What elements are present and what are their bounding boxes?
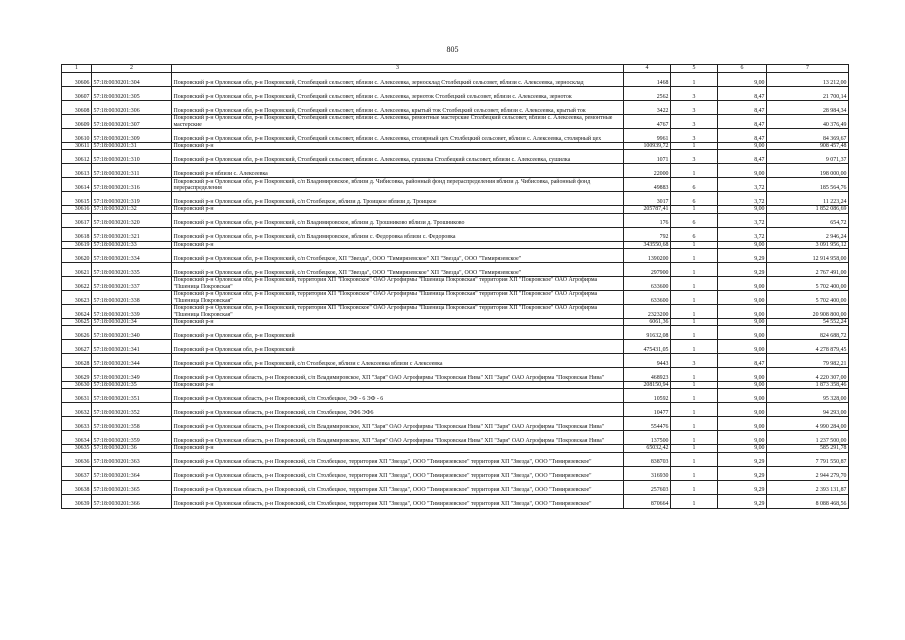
row-number-cell: 30607	[62, 87, 92, 101]
category-cell: 1	[671, 445, 718, 452]
column-header-5: 5	[671, 65, 718, 73]
table-row	[62, 73, 849, 87]
row-number-cell: 30610	[62, 129, 92, 143]
area-cell: 792	[624, 227, 671, 241]
table-row	[62, 129, 849, 143]
value-cell: 4 278 879,45	[767, 340, 849, 354]
category-cell: 6	[671, 192, 718, 206]
address-cell: Покровский р-н Орловская область, р-н Покровский, с/п Владимировское, ХП "Заря" ОАО Агрофирмы "Покровская Нива" ХП "Заря" ОАО Агрофирма "Покровская Нива"	[172, 431, 624, 445]
area-cell: 343550,68	[624, 241, 671, 248]
rate-cell: 8,47	[718, 87, 767, 101]
area-cell: 1468	[624, 73, 671, 87]
cadastral-number-cell: 57:18:0030201:306	[92, 101, 172, 115]
value-cell: 5 702 400,00	[767, 290, 849, 304]
value-cell: 654,72	[767, 213, 849, 227]
address-cell: Покровский р-н Орловская область, р-н Покровский, с/п Столбецкое, территория ХП "Звезда", ООО "Тимирязевское" территория ХП "Звезда", ООО "Тимирязевское"	[172, 466, 624, 480]
value-cell: 908 457,48	[767, 143, 849, 150]
cadastral-number-cell: 57:18:0030201:36	[92, 445, 172, 452]
table-row	[62, 431, 849, 445]
cadastral-number-cell: 57:18:0030201:31	[92, 143, 172, 150]
value-cell: 2 944 279,70	[767, 466, 849, 480]
rate-cell: 9,00	[718, 431, 767, 445]
row-number-cell: 30621	[62, 262, 92, 276]
row-number-cell: 30639	[62, 494, 92, 508]
table-row	[62, 368, 849, 382]
address-cell: Покровский р-н	[172, 382, 624, 389]
cadastral-number-cell: 57:18:0030201:32	[92, 206, 172, 213]
cadastral-number-cell: 57:18:0030201:344	[92, 354, 172, 368]
value-cell: 9 071,37	[767, 150, 849, 164]
row-number-cell: 30635	[62, 445, 92, 452]
value-cell: 4 990 284,00	[767, 417, 849, 431]
address-cell: Покровский р-н Орловская обл, р-н Покровский, Столбецкий сельсовет, вблизи с. Алексеевка, ремонтные мастерские Столбецкий сельсовет, вблизи с. Алексеевка, ремонтные мастерские	[172, 115, 624, 129]
address-cell: Покровский р-н Орловская обл, р-н Покровский, территория ХП "Покровское" ОАО Агрофирмы "Пшеница Покровская" территория ХП "Покровское" ОАО Агрофирма "Пшеница Покровская"	[172, 290, 624, 304]
table-row	[62, 318, 849, 325]
table-row	[62, 206, 849, 213]
value-cell: 21 700,14	[767, 87, 849, 101]
value-cell: 8 088 468,56	[767, 494, 849, 508]
address-cell: Покровский р-н Орловская обл, р-н Покровский	[172, 326, 624, 340]
area-cell: 633600	[624, 290, 671, 304]
rate-cell: 9,29	[718, 480, 767, 494]
category-cell: 1	[671, 452, 718, 466]
cadastral-number-cell: 57:18:0030201:349	[92, 368, 172, 382]
area-cell: 316930	[624, 466, 671, 480]
rate-cell: 9,00	[718, 326, 767, 340]
value-cell: 54 552,24	[767, 318, 849, 325]
table-row	[62, 445, 849, 452]
rate-cell: 9,00	[718, 445, 767, 452]
table-row	[62, 452, 849, 466]
table-row	[62, 248, 849, 262]
category-cell: 6	[671, 227, 718, 241]
rate-cell: 9,00	[718, 340, 767, 354]
cadastral-number-cell: 57:18:0030201:338	[92, 290, 172, 304]
cadastral-number-cell: 57:18:0030201:34	[92, 318, 172, 325]
cadastral-number-cell: 57:18:0030201:341	[92, 340, 172, 354]
rate-cell: 9,00	[718, 368, 767, 382]
area-cell: 10592	[624, 389, 671, 403]
cadastral-number-cell: 57:18:0030201:366	[92, 494, 172, 508]
row-number-cell: 30623	[62, 290, 92, 304]
value-cell: 40 376,49	[767, 115, 849, 129]
register-body	[62, 73, 849, 509]
value-cell: 4 220 307,00	[767, 368, 849, 382]
row-number-cell: 30618	[62, 227, 92, 241]
cadastral-number-cell: 57:18:0030201:335	[92, 262, 172, 276]
category-cell: 1	[671, 326, 718, 340]
rate-cell: 3,72	[718, 192, 767, 206]
row-number-cell: 30620	[62, 248, 92, 262]
row-number-cell: 30619	[62, 241, 92, 248]
cadastral-number-cell: 57:18:0030201:334	[92, 248, 172, 262]
area-cell: 100939,72	[624, 143, 671, 150]
cadastral-number-cell: 57:18:0030201:337	[92, 276, 172, 290]
row-number-cell: 30616	[62, 206, 92, 213]
cadastral-number-cell: 57:18:0030201:358	[92, 417, 172, 431]
row-number-cell: 30622	[62, 276, 92, 290]
table-row	[62, 87, 849, 101]
rate-cell: 9,00	[718, 143, 767, 150]
address-cell: Покровский р-н	[172, 206, 624, 213]
category-cell: 1	[671, 318, 718, 325]
rate-cell: 8,47	[718, 354, 767, 368]
rate-cell: 9,00	[718, 318, 767, 325]
value-cell: 824 688,72	[767, 326, 849, 340]
category-cell: 1	[671, 494, 718, 508]
cadastral-number-cell: 57:18:0030201:307	[92, 115, 172, 129]
category-cell: 3	[671, 101, 718, 115]
address-cell: Покровский р-н Орловская обл, р-н Покровский, Столбецкий сельсовет, вблизи с. Алексеевка, сушилка Столбецкий сельсовет, вблизи с. Алексеевка, сушилка	[172, 150, 624, 164]
page-number: 805	[446, 45, 459, 54]
cadastral-number-cell: 57:18:0030201:310	[92, 150, 172, 164]
area-cell: 9961	[624, 129, 671, 143]
cadastral-number-cell: 57:18:0030201:352	[92, 403, 172, 417]
address-cell: Покровский р-н Орловская обл, р-н Покровский	[172, 340, 624, 354]
category-cell: 3	[671, 115, 718, 129]
category-cell: 6	[671, 178, 718, 192]
row-number-cell: 30611	[62, 143, 92, 150]
row-number-cell: 30638	[62, 480, 92, 494]
table-row	[62, 150, 849, 164]
rate-cell: 9,00	[718, 206, 767, 213]
register-table	[61, 64, 849, 509]
rate-cell: 8,47	[718, 129, 767, 143]
row-number-cell: 30615	[62, 192, 92, 206]
column-header-3: 3	[172, 65, 624, 73]
row-number-cell: 30617	[62, 213, 92, 227]
address-cell: Покровский р-н	[172, 318, 624, 325]
address-cell: Покровский р-н Орловская область, р-н Покровский, с/п Столбецкое, территория ХП "Звезда", ООО "Тимирязевское" территория ХП "Звезда", ООО "Тимирязевское"	[172, 494, 624, 508]
address-cell: Покровский р-н Орловская область, р-н Покровский, с/п Владимировское, ХП "Заря" ОАО Агрофирмы "Покровская Нива" ХП "Заря" ОАО Агрофирма "Покровская Нива"	[172, 417, 624, 431]
area-cell: 257603	[624, 480, 671, 494]
table-row	[62, 241, 849, 248]
cadastral-number-cell: 57:18:0030201:304	[92, 73, 172, 87]
address-cell: Покровский р-н Орловская обл, р-н Покровский, Столбецкий сельсовет, вблизи с. Алексеевка, зерносклад Столбецкий сельсовет, вблизи с. Алексеевка, зерносклад	[172, 73, 624, 87]
value-cell: 2 767 491,00	[767, 262, 849, 276]
cadastral-number-cell: 57:18:0030201:351	[92, 389, 172, 403]
column-header-7: 7	[767, 65, 849, 73]
category-cell: 1	[671, 389, 718, 403]
address-cell: Покровский р-н Орловская обл, р-н Покровский, Столбецкий сельсовет, вблизи с. Алексеевка, зерноток Столбецкий сельсовет, вблизи с. Алексеевка, зерноток	[172, 87, 624, 101]
area-cell: 205787,41	[624, 206, 671, 213]
address-cell: Покровский р-н Орловская обл, р-н Покровский, с/п Столбецкое, ХП "Звезда", ООО "Тимирязевское" ХП "Звезда", ООО "Тимирязевское"	[172, 248, 624, 262]
value-cell: 585 291,78	[767, 445, 849, 452]
area-cell: 91632,08	[624, 326, 671, 340]
area-cell: 2562	[624, 87, 671, 101]
value-cell: 1 237 500,00	[767, 431, 849, 445]
cadastral-number-cell: 57:18:0030201:305	[92, 87, 172, 101]
area-cell: 633600	[624, 276, 671, 290]
area-cell: 49883	[624, 178, 671, 192]
value-cell: 198 000,00	[767, 164, 849, 178]
rate-cell: 3,72	[718, 178, 767, 192]
area-cell: 3422	[624, 101, 671, 115]
area-cell: 65032,42	[624, 445, 671, 452]
category-cell: 3	[671, 129, 718, 143]
value-cell: 1 873 358,46	[767, 382, 849, 389]
rate-cell: 9,00	[718, 389, 767, 403]
category-cell: 1	[671, 304, 718, 318]
rate-cell: 8,47	[718, 101, 767, 115]
row-number-cell: 30630	[62, 382, 92, 389]
category-cell: 1	[671, 164, 718, 178]
cadastral-number-cell: 57:18:0030201:363	[92, 452, 172, 466]
table-row	[62, 213, 849, 227]
category-cell: 1	[671, 248, 718, 262]
table-row	[62, 304, 849, 318]
rate-cell: 9,29	[718, 452, 767, 466]
area-cell: 176	[624, 213, 671, 227]
category-cell: 3	[671, 87, 718, 101]
area-cell: 10477	[624, 403, 671, 417]
area-cell: 468923	[624, 368, 671, 382]
rate-cell: 9,00	[718, 164, 767, 178]
cadastral-number-cell: 57:18:0030201:316	[92, 178, 172, 192]
header-row	[62, 65, 849, 73]
row-number-cell: 30627	[62, 340, 92, 354]
rate-cell: 9,00	[718, 276, 767, 290]
category-cell: 3	[671, 150, 718, 164]
category-cell: 1	[671, 262, 718, 276]
value-cell: 1 852 086,69	[767, 206, 849, 213]
table-row	[62, 164, 849, 178]
cadastral-number-cell: 57:18:0030201:309	[92, 129, 172, 143]
address-cell: Покровский р-н Орловская область, р-н Покровский, с/п Столбецкое, ЭФ - 6 ЭФ - 6	[172, 389, 624, 403]
area-cell: 6061,36	[624, 318, 671, 325]
value-cell: 11 223,24	[767, 192, 849, 206]
rate-cell: 9,29	[718, 248, 767, 262]
address-cell: Покровский р-н Орловская обл, р-н Покровский, с/п Столбецкое, ХП "Звезда", ООО "Тимирязевское" ХП "Звезда", ООО "Тимирязевское"	[172, 262, 624, 276]
row-number-cell: 30613	[62, 164, 92, 178]
area-cell: 208150,94	[624, 382, 671, 389]
table-row	[62, 290, 849, 304]
column-header-4: 4	[624, 65, 671, 73]
address-cell: Покровский р-н Орловская область, р-н Покровский, с/п Столбецкое, ЭФ6 ЭФ6	[172, 403, 624, 417]
cadastral-number-cell: 57:18:0030201:321	[92, 227, 172, 241]
table-row	[62, 101, 849, 115]
table-row	[62, 262, 849, 276]
row-number-cell: 30614	[62, 178, 92, 192]
address-cell: Покровский р-н Орловская обл, р-н Покровский, с/п Владимировское, вблизи д. Трошниково вблизи д. Трошниково	[172, 213, 624, 227]
value-cell: 3 091 956,12	[767, 241, 849, 248]
table-row	[62, 143, 849, 150]
value-cell: 2 393 131,87	[767, 480, 849, 494]
cadastral-number-cell: 57:18:0030201:340	[92, 326, 172, 340]
row-number-cell: 30626	[62, 326, 92, 340]
cadastral-number-cell: 57:18:0030201:35	[92, 382, 172, 389]
category-cell: 1	[671, 431, 718, 445]
category-cell: 1	[671, 340, 718, 354]
area-cell: 9443	[624, 354, 671, 368]
category-cell: 1	[671, 466, 718, 480]
area-cell: 2323200	[624, 304, 671, 318]
category-cell: 3	[671, 354, 718, 368]
address-cell: Покровский р-н Орловская обл, р-н Покровский, территория ХП "Покровское" ОАО Агрофирмы "Пшеница Покровская" территория ХП "Покровское" ОАО Агрофирма "Пшеница Покровская"	[172, 276, 624, 290]
rate-cell: 9,00	[718, 73, 767, 87]
table-row	[62, 403, 849, 417]
category-cell: 1	[671, 480, 718, 494]
row-number-cell: 30634	[62, 431, 92, 445]
row-number-cell: 30625	[62, 318, 92, 325]
value-cell: 13 212,00	[767, 73, 849, 87]
category-cell: 1	[671, 368, 718, 382]
rate-cell: 9,29	[718, 466, 767, 480]
area-cell: 1071	[624, 150, 671, 164]
row-number-cell: 30632	[62, 403, 92, 417]
table-row	[62, 115, 849, 129]
row-number-cell: 30624	[62, 304, 92, 318]
row-number-cell: 30637	[62, 466, 92, 480]
value-cell: 5 702 400,00	[767, 276, 849, 290]
category-cell: 1	[671, 206, 718, 213]
category-cell: 6	[671, 213, 718, 227]
address-cell: Покровский р-н Орловская обл, р-н Покровский, с/п Столбецкое, вблизи с Алексеевка вблизи с Алексеевка	[172, 354, 624, 368]
address-cell: Покровский р-н Орловская область, р-н Покровский, с/п Столбецкое, территория ХП "Звезда", ООО "Тимирязевское" территория ХП "Звезда", ООО "Тимирязевское"	[172, 480, 624, 494]
table-row	[62, 227, 849, 241]
rate-cell: 9,29	[718, 494, 767, 508]
table-row	[62, 326, 849, 340]
table-row	[62, 389, 849, 403]
value-cell: 94 293,00	[767, 403, 849, 417]
rate-cell: 9,00	[718, 382, 767, 389]
value-cell: 79 982,21	[767, 354, 849, 368]
address-cell: Покровский р-н	[172, 445, 624, 452]
table-row	[62, 276, 849, 290]
address-cell: Покровский р-н Орловская обл, р-н Покровский, Столбецкий сельсовет, вблизи с. Алексеевка, крытый ток Столбецкий сельсовет, вблизи с. Алексеевка, крытый ток	[172, 101, 624, 115]
row-number-cell: 30628	[62, 354, 92, 368]
value-cell: 20 908 800,00	[767, 304, 849, 318]
category-cell: 1	[671, 382, 718, 389]
row-number-cell: 30633	[62, 417, 92, 431]
value-cell: 28 984,34	[767, 101, 849, 115]
cadastral-number-cell: 57:18:0030201:364	[92, 466, 172, 480]
table-row	[62, 494, 849, 508]
table-row	[62, 354, 849, 368]
row-number-cell: 30612	[62, 150, 92, 164]
address-cell: Покровский р-н Орловская область, р-н Покровский, с/п Столбецкое, территория ХП "Звезда", ООО "Тимирязевское" территория ХП "Звезда", ООО "Тимирязевское"	[172, 452, 624, 466]
category-cell: 1	[671, 73, 718, 87]
address-cell: Покровский р-н	[172, 143, 624, 150]
value-cell: 12 914 958,00	[767, 248, 849, 262]
category-cell: 1	[671, 417, 718, 431]
address-cell: Покровский р-н	[172, 241, 624, 248]
column-header-6: 6	[718, 65, 767, 73]
row-number-cell: 30636	[62, 452, 92, 466]
cadastral-number-cell: 57:18:0030201:359	[92, 431, 172, 445]
row-number-cell: 30629	[62, 368, 92, 382]
area-cell: 297900	[624, 262, 671, 276]
address-cell: Покровский р-н Орловская обл, р-н Покровский, с/п Владимировское, вблизи д. Чибисовка, районный фонд перераспределения вблизи д. Чибисовка, районный фонд перераспределения	[172, 178, 624, 192]
address-cell: Покровский р-н Орловская обл, р-н Покровский, с/п Владимировское, вблизи с. Федоровка вблизи с. Федоровка	[172, 227, 624, 241]
row-number-cell: 30609	[62, 115, 92, 129]
area-cell: 870664	[624, 494, 671, 508]
category-cell: 1	[671, 290, 718, 304]
area-cell: 1390200	[624, 248, 671, 262]
category-cell: 1	[671, 143, 718, 150]
cadastral-number-cell: 57:18:0030201:319	[92, 192, 172, 206]
row-number-cell: 30631	[62, 389, 92, 403]
table-row	[62, 466, 849, 480]
column-header-1: 1	[62, 65, 92, 73]
value-cell: 185 564,76	[767, 178, 849, 192]
cadastral-number-cell: 57:18:0030201:33	[92, 241, 172, 248]
table-row	[62, 178, 849, 192]
category-cell: 1	[671, 403, 718, 417]
column-header-2: 2	[92, 65, 172, 73]
rate-cell: 9,00	[718, 241, 767, 248]
address-cell: Покровский р-н Орловская обл, р-н Покровский, с/п Столбецкое, вблизи д. Троицкое вблизи д. Троицкое	[172, 192, 624, 206]
address-cell: Покровский р-н Орловская обл, р-н Покровский, территория ХП "Покровское" ОАО Агрофирмы "Пшеница Покровская" территория ХП "Покровское" ОАО Агрофирма "Пшеница Покровская"	[172, 304, 624, 318]
table-row	[62, 382, 849, 389]
area-cell: 554476	[624, 417, 671, 431]
cadastral-number-cell: 57:18:0030201:320	[92, 213, 172, 227]
table-row	[62, 340, 849, 354]
area-cell: 4767	[624, 115, 671, 129]
table-row	[62, 480, 849, 494]
address-cell: Покровский р-н вблизи с. Алексеевка	[172, 164, 624, 178]
cadastral-number-cell: 57:18:0030201:365	[92, 480, 172, 494]
rate-cell: 9,00	[718, 304, 767, 318]
rate-cell: 3,72	[718, 213, 767, 227]
address-cell: Покровский р-н Орловская обл, р-н Покровский, Столбецкий сельсовет, вблизи с. Алексеевка, столярный цех Столбецкий сельсовет, вблизи с. Алексеевка, столярный цех	[172, 129, 624, 143]
category-cell: 1	[671, 276, 718, 290]
rate-cell: 9,00	[718, 290, 767, 304]
rate-cell: 8,47	[718, 115, 767, 129]
rate-cell: 8,47	[718, 150, 767, 164]
row-number-cell: 30608	[62, 101, 92, 115]
area-cell: 838703	[624, 452, 671, 466]
cadastral-number-cell: 57:18:0030201:311	[92, 164, 172, 178]
area-cell: 475431,05	[624, 340, 671, 354]
value-cell: 84 369,67	[767, 129, 849, 143]
category-cell: 1	[671, 241, 718, 248]
table-row	[62, 417, 849, 431]
value-cell: 7 791 550,87	[767, 452, 849, 466]
value-cell: 95 328,00	[767, 389, 849, 403]
rate-cell: 9,29	[718, 262, 767, 276]
rate-cell: 9,00	[718, 403, 767, 417]
address-cell: Покровский р-н Орловская область, р-н Покровский, с/п Владимировское, ХП "Заря" ОАО Агрофирмы "Покровская Нива" ХП "Заря" ОАО Агрофирма "Покровская Нива"	[172, 368, 624, 382]
area-cell: 137500	[624, 431, 671, 445]
value-cell: 2 946,24	[767, 227, 849, 241]
area-cell: 22000	[624, 164, 671, 178]
area-cell: 3017	[624, 192, 671, 206]
row-number-cell: 30606	[62, 73, 92, 87]
table-row	[62, 192, 849, 206]
rate-cell: 3,72	[718, 227, 767, 241]
cadastral-number-cell: 57:18:0030201:339	[92, 304, 172, 318]
rate-cell: 9,00	[718, 417, 767, 431]
